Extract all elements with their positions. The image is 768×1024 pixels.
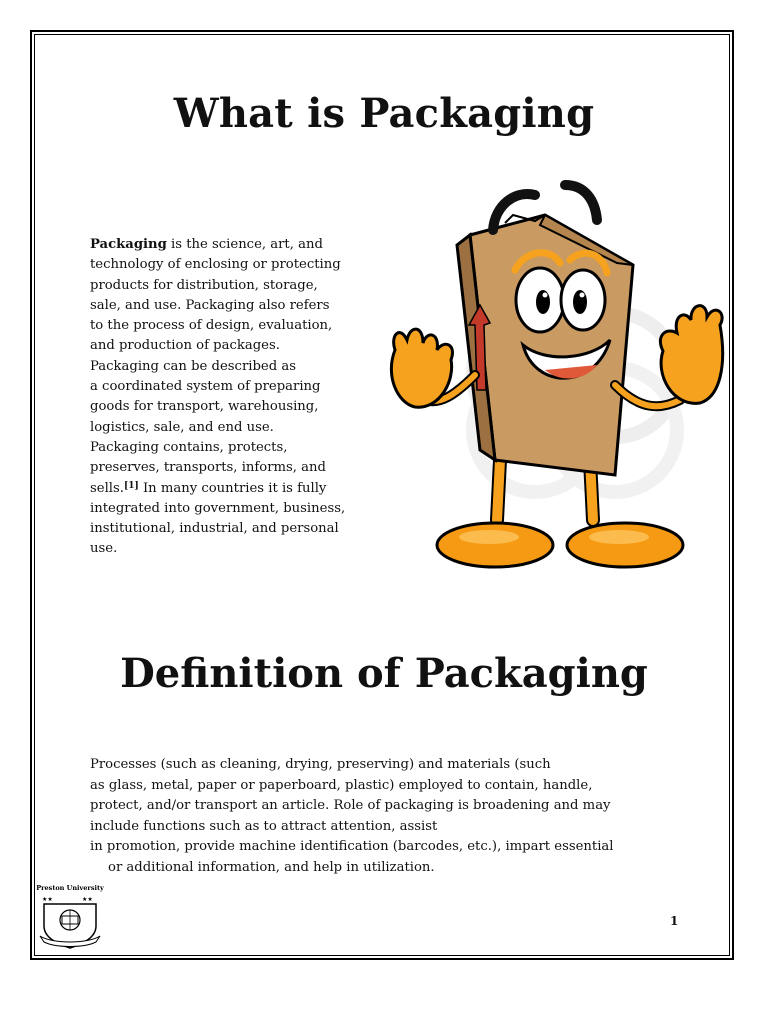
sells-suffix: In many countries it is fully	[138, 480, 327, 496]
intro-line: logistics, sale, and end use.	[90, 419, 274, 435]
intro-bold-term: Packaging	[90, 237, 167, 252]
intro-line: institutional, industrial, and personal	[90, 521, 339, 537]
definition-line: Processes (such as cleaning, drying, preserving) and materials (such	[90, 757, 551, 772]
intro-line-sells	[90, 479, 390, 499]
citation-link[interactable]: [1]	[123, 480, 139, 491]
intro-line: technology of enclosing or protecting	[90, 257, 341, 273]
svg-text:★★: ★★	[42, 896, 53, 903]
definition-line: protect, and/or transport an article. Role of packaging is broadening and may	[90, 798, 611, 813]
intro-line: and production of packages.	[90, 338, 280, 354]
logo-text: Preston University	[36, 884, 104, 892]
intro-line: preserves, transports, informs, and	[90, 460, 326, 476]
intro-line-1	[90, 235, 390, 255]
page-number: 1	[670, 914, 679, 928]
svg-text:★★: ★★	[82, 896, 93, 903]
definition-line: in promotion, provide machine identification (barcodes, etc.), impart essential	[90, 839, 614, 854]
intro-line: Packaging contains, protects,	[90, 439, 288, 455]
intro-line: use.	[90, 541, 118, 557]
intro-line: integrated into government, business,	[90, 500, 346, 516]
intro-line: goods for transport, warehousing,	[90, 399, 319, 415]
intro-paragraph	[90, 235, 390, 560]
definition-paragraph	[90, 755, 690, 878]
definition-line-last: or additional information, and help in utilization.	[108, 859, 435, 875]
intro-text-0: is the science, art, and	[166, 237, 323, 252]
page-title: What is Packaging	[173, 90, 595, 137]
sells-prefix: sells.	[90, 480, 124, 496]
definition-line: as glass, metal, paper or paperboard, plastic) employed to contain, handle,	[90, 777, 593, 793]
intro-line: Packaging can be described as	[90, 358, 296, 374]
intro-line: sale, and use. Packaging also refers	[90, 297, 330, 313]
intro-line: to the process of design, evaluation,	[90, 318, 333, 334]
intro-line: products for distribution, storage,	[90, 277, 318, 293]
cardboard-box-mascot-illustration	[385, 175, 730, 575]
intro-line: a coordinated system of preparing	[90, 379, 321, 395]
university-crest-logo	[36, 882, 104, 952]
definition-title: Definition of Packaging	[120, 650, 648, 697]
definition-line: include functions such as to attract attention, assist	[90, 818, 438, 834]
